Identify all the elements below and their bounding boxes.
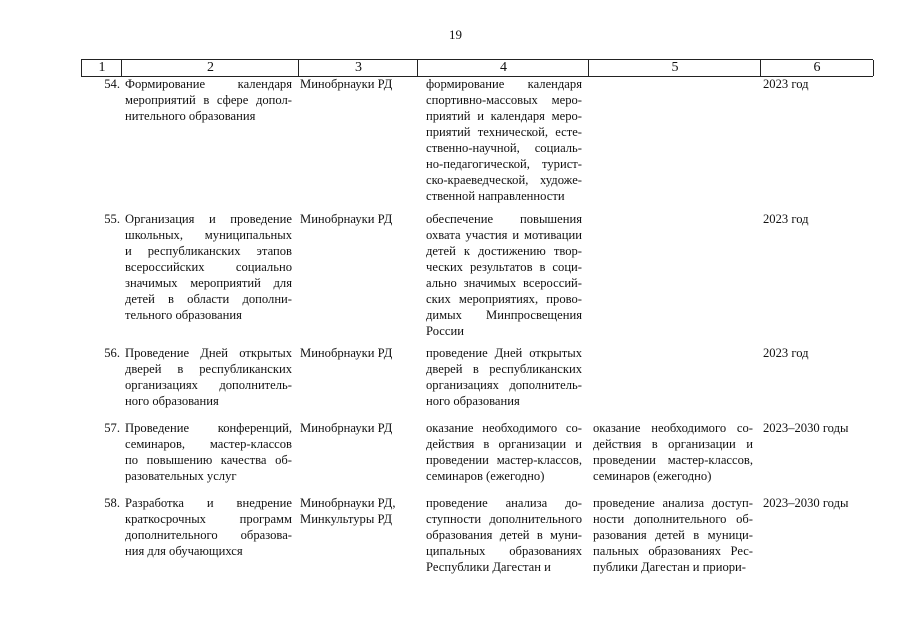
deadline-cell (763, 345, 863, 361)
text-line: димых Минпросвещения (426, 308, 582, 322)
text-line: дверей в республиканских (426, 362, 582, 376)
measure-cell (125, 495, 292, 559)
text-line: 2023 год (763, 346, 809, 360)
text-line: Республики Дагестан и (426, 560, 551, 574)
text-line: семинаров (ежегодно) (426, 469, 545, 483)
text-line: Проведение Дней открытых (125, 346, 292, 360)
result-cell (426, 495, 582, 575)
row-number: 55. (104, 212, 120, 226)
text-line: Минобрнауки РД (300, 212, 393, 226)
text-line: оказание необходимого со- (426, 421, 582, 435)
text-line: пальных образованиях Рес- (593, 544, 753, 558)
text-line: ного образования (125, 394, 219, 408)
row-number: 58. (104, 496, 120, 510)
deadline-cell (763, 495, 863, 511)
text-line: спортивно-массовых меро- (426, 93, 582, 107)
text-line: организациях дополнитель- (125, 378, 292, 392)
text-line: всероссийских социально (125, 260, 292, 274)
result-cell (426, 211, 582, 339)
text-line: ного образования (426, 394, 520, 408)
page-number: 19 (449, 27, 462, 42)
text-line: ности дополнительного об- (593, 512, 753, 526)
text-line: дверей в республиканских (125, 362, 292, 376)
text-line: России (426, 324, 464, 338)
result-cell (426, 420, 582, 484)
text-line: ческих результатов в соци- (426, 260, 582, 274)
text-line: Проведение конференций, (125, 421, 292, 435)
text-line: Минкультуры РД (300, 512, 393, 526)
text-line: проведении мастер-классов, (593, 453, 753, 467)
responsible-cell (300, 345, 412, 361)
text-line: семинаров, мастер-классов (125, 437, 292, 451)
text-line: приятий и календаря меро- (426, 109, 582, 123)
text-line: школьных, муниципальных (125, 228, 292, 242)
text-line: ципальных образованиях (426, 544, 582, 558)
text-line: охвата участия и мотивации (426, 228, 582, 242)
text-line: Минобрнауки РД (300, 346, 393, 360)
result-cell (426, 345, 582, 409)
text-line: формирование календаря (426, 77, 582, 91)
text-line: действия в организации и (426, 437, 582, 451)
text-line: оказание необходимого со- (593, 421, 753, 435)
text-line: ско-краеведческой, художе- (426, 173, 582, 187)
deadline-cell (763, 76, 863, 92)
text-line: дополнительного образова- (125, 528, 292, 542)
text-line: Минобрнауки РД (300, 421, 393, 435)
text-line: ния для обучающихся (125, 544, 243, 558)
table-header (81, 59, 873, 77)
text-line: нительного образования (125, 109, 256, 123)
text-line: Минобрнауки РД, (300, 496, 396, 510)
responsible-cell (300, 495, 412, 527)
text-line: проведение Дней открытых (426, 346, 582, 360)
text-line: проведение анализа доступ- (593, 496, 753, 510)
text-line: краткосрочных программ (125, 512, 292, 526)
text-line: проведение анализа до- (426, 496, 582, 510)
text-line: Формирование календаря (125, 77, 292, 91)
header-col-1: 1 (81, 60, 122, 76)
measure-cell (125, 211, 292, 323)
text-line: ступности дополнительного (426, 512, 582, 526)
result-cell (426, 76, 582, 204)
deadline-cell (763, 211, 863, 227)
header-col-4: 4 (417, 60, 589, 76)
row-number: 56. (104, 346, 120, 360)
text-line: разовательных услуг (125, 469, 237, 483)
text-line: и республиканских этапов (125, 244, 292, 258)
row-number: 54. (104, 77, 120, 91)
text-line: разования детей в муници- (593, 528, 753, 542)
text-line: организациях дополнитель- (426, 378, 582, 392)
responsible-cell (300, 211, 412, 227)
text-line: мероприятий в сфере допол- (125, 93, 292, 107)
text-line: ственно-научной, социаль- (426, 141, 582, 155)
text-line: ственной направленности (426, 189, 565, 203)
text-line: Разработка и внедрение (125, 496, 292, 510)
measure-cell (125, 345, 292, 409)
text-line: публики Дагестан и приори- (593, 560, 746, 574)
text-line: приятий технической, есте- (426, 125, 582, 139)
text-line: проведении мастер-классов, (426, 453, 582, 467)
text-line: обеспечение повышения (426, 212, 582, 226)
text-line: по повышению качества об- (125, 453, 292, 467)
responsible-cell (300, 420, 412, 436)
text-line: но-педагогической, турист- (426, 157, 582, 171)
header-col-5: 5 (588, 60, 761, 76)
header-col-3: 3 (298, 60, 418, 76)
text-line: детей в области дополни- (125, 292, 292, 306)
text-line: 2023 год (763, 77, 809, 91)
text-line: детей к достижению твор- (426, 244, 582, 258)
text-line: ских мероприятиях, прово- (426, 292, 582, 306)
text-line: Организация и проведение (125, 212, 292, 226)
outcome-cell (593, 420, 753, 484)
header-col-6: 6 (760, 60, 874, 76)
text-line: действия в организации и (593, 437, 753, 451)
outcome-cell (593, 495, 753, 575)
text-line: значимых мероприятий для (125, 276, 292, 290)
text-line: семинаров (ежегодно) (593, 469, 712, 483)
header-col-2: 2 (121, 60, 299, 76)
text-line: 2023–2030 годы (763, 421, 849, 435)
text-line: ально значимых всероссий- (426, 276, 582, 290)
text-line: 2023–2030 годы (763, 496, 849, 510)
text-line: образования детей в муни- (426, 528, 582, 542)
row-number: 57. (104, 421, 120, 435)
deadline-cell (763, 420, 863, 436)
responsible-cell (300, 76, 412, 92)
text-line: Минобрнауки РД (300, 77, 393, 91)
text-line: тельного образования (125, 308, 242, 322)
measure-cell (125, 420, 292, 484)
text-line: 2023 год (763, 212, 809, 226)
measure-cell (125, 76, 292, 124)
